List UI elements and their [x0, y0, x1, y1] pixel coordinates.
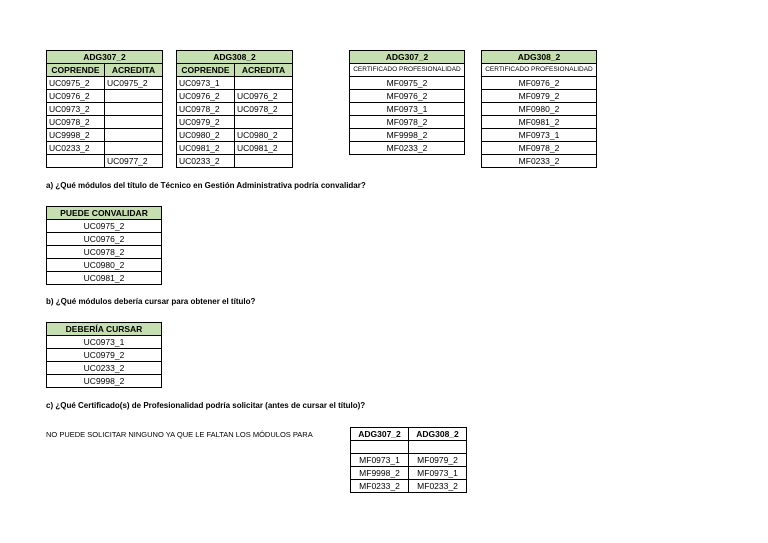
table-row: [482, 77, 597, 90]
table-row: [177, 116, 293, 129]
cell: MF0973_1: [409, 467, 467, 480]
table-title: DEBERÍA CURSAR: [47, 323, 162, 336]
cell: MF0980_2: [482, 103, 597, 116]
cell: UC0973_1: [177, 77, 235, 90]
table-row: [47, 349, 162, 362]
table-row: [177, 90, 293, 103]
cell: UC0973_2: [47, 103, 105, 116]
cell: UC0233_2: [47, 362, 162, 375]
cell: UC0976_2: [177, 90, 235, 103]
table-deberia-cursar: [46, 322, 162, 388]
cell: [105, 129, 163, 142]
table-row: [482, 142, 597, 155]
cell: UC0981_2: [47, 272, 162, 285]
table-row: [177, 103, 293, 116]
column-header-acredita: ACREDITA: [105, 64, 163, 77]
table-row: [350, 77, 465, 90]
table-row: [47, 103, 163, 116]
table-row: [47, 375, 162, 388]
table-row: [47, 155, 163, 168]
cell: MF0973_1: [482, 129, 597, 142]
cell: UC0979_2: [47, 349, 162, 362]
cell: [105, 90, 163, 103]
cell: [409, 441, 467, 454]
table-row: [351, 467, 467, 480]
table-row: [47, 90, 163, 103]
cell: UC0976_2: [47, 233, 162, 246]
cell: MF0233_2: [351, 480, 409, 493]
table-row: [350, 142, 465, 155]
table-row: [177, 155, 293, 168]
table-row: [47, 129, 163, 142]
table-row: [47, 77, 163, 90]
table-row: [47, 246, 162, 259]
cell: UC0978_2: [47, 246, 162, 259]
cell: UC0233_2: [47, 142, 105, 155]
cell: UC0978_2: [235, 103, 293, 116]
cell: MF0973_1: [350, 103, 465, 116]
cell: UC0978_2: [47, 116, 105, 129]
cell: MF0979_2: [482, 90, 597, 103]
table-row: [351, 441, 467, 454]
table-row: [177, 129, 293, 142]
cell: UC0975_2: [47, 77, 105, 90]
cell: [105, 116, 163, 129]
table-adg308-certificado: [481, 50, 597, 168]
cell: [105, 142, 163, 155]
table-title: ADG308_2: [177, 51, 293, 64]
cell: MF9998_2: [351, 467, 409, 480]
cell: [351, 441, 409, 454]
answer-note: NO PUEDE SOLICITAR NINGUNO YA QUE LE FALTAN LOS MÓDULOS PARA: [46, 430, 313, 439]
cell: MF0978_2: [482, 142, 597, 155]
column-header-comprende: COPRENDE: [177, 64, 235, 77]
table-row: [482, 90, 597, 103]
cell: UC0975_2: [105, 77, 163, 90]
cell: MF0233_2: [350, 142, 465, 155]
column-header-certificado: CERTIFICADO PROFESIONALIDAD: [350, 64, 465, 77]
cell: UC0976_2: [47, 90, 105, 103]
cell: UC0978_2: [177, 103, 235, 116]
table-row: [350, 129, 465, 142]
cell: MF0233_2: [482, 155, 597, 168]
column-header-certificado: CERTIFICADO PROFESIONALIDAD: [482, 64, 597, 77]
cell: MF0979_2: [409, 454, 467, 467]
table-row: [482, 155, 597, 168]
table-faltan-modulos: [350, 427, 467, 493]
cell: MF0973_1: [351, 454, 409, 467]
table-row: [350, 116, 465, 129]
cell: [235, 116, 293, 129]
cell: UC0977_2: [105, 155, 163, 168]
table-title: ADG307_2: [47, 51, 163, 64]
table-row: [350, 103, 465, 116]
column-header-acredita: ACREDITA: [235, 64, 293, 77]
table-row: [482, 103, 597, 116]
cell: [235, 77, 293, 90]
cell: MF0975_2: [350, 77, 465, 90]
table-adg307-units: [46, 50, 163, 168]
cell: MF0976_2: [482, 77, 597, 90]
table-row: [177, 142, 293, 155]
cell: [47, 155, 105, 168]
cell: MF0978_2: [350, 116, 465, 129]
table-row: [47, 362, 162, 375]
table-title: PUEDE CONVALIDAR: [47, 207, 162, 220]
column-header-adg308: ADG308_2: [409, 428, 467, 441]
cell: MF0981_2: [482, 116, 597, 129]
table-adg308-units: [176, 50, 293, 168]
column-header-comprende: COPRENDE: [47, 64, 105, 77]
cell: UC0980_2: [235, 129, 293, 142]
table-row: [350, 90, 465, 103]
table-row: [47, 336, 162, 349]
cell: UC0975_2: [47, 220, 162, 233]
cell: UC0980_2: [177, 129, 235, 142]
table-row: [351, 480, 467, 493]
table-row: [47, 259, 162, 272]
table-title: ADG307_2: [350, 51, 465, 64]
cell: UC0980_2: [47, 259, 162, 272]
table-row: [482, 129, 597, 142]
table-row: [351, 454, 467, 467]
cell: UC0973_1: [47, 336, 162, 349]
cell: UC0979_2: [177, 116, 235, 129]
question-c: c) ¿Qué Certificado(s) de Profesionalidad podría solicitar (antes de cursar el título)?: [46, 401, 366, 410]
cell: UC0981_2: [177, 142, 235, 155]
table-adg307-certificado: [349, 50, 465, 155]
table-row: [47, 142, 163, 155]
table-row: [47, 220, 162, 233]
table-row: [47, 116, 163, 129]
cell: MF9998_2: [350, 129, 465, 142]
table-title: ADG308_2: [482, 51, 597, 64]
column-header-adg307: ADG307_2: [351, 428, 409, 441]
cell: UC0981_2: [235, 142, 293, 155]
table-row: [482, 116, 597, 129]
cell: [105, 103, 163, 116]
question-b: b) ¿Qué módulos debería cursar para obtener el título?: [46, 297, 256, 306]
question-a: a) ¿Qué módulos del título de Técnico en Gestión Administrativa podría convalidar?: [46, 181, 366, 190]
cell: UC9998_2: [47, 375, 162, 388]
table-row: [177, 77, 293, 90]
cell: [235, 155, 293, 168]
cell: UC0976_2: [235, 90, 293, 103]
cell: UC9998_2: [47, 129, 105, 142]
table-row: [47, 272, 162, 285]
table-puede-convalidar: [46, 206, 162, 285]
cell: MF0976_2: [350, 90, 465, 103]
cell: MF0233_2: [409, 480, 467, 493]
table-row: [47, 233, 162, 246]
cell: UC0233_2: [177, 155, 235, 168]
